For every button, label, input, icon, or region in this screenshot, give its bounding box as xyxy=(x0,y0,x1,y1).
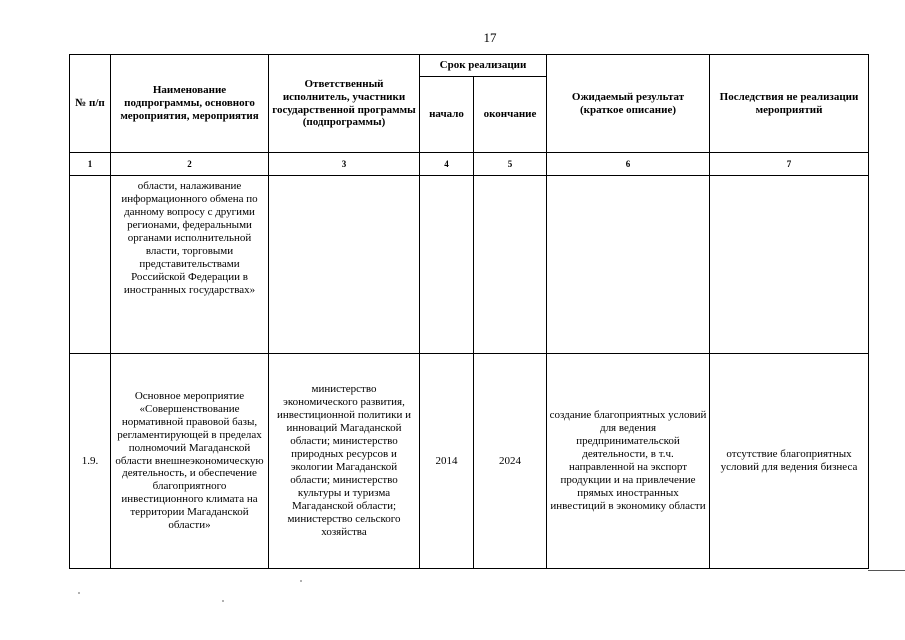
header-responsible: Ответственный исполнитель, участники государственной программы (подпрограммы) xyxy=(269,55,420,153)
column-number: 7 xyxy=(710,153,869,176)
row-num: 1.9. xyxy=(70,354,111,569)
row-consequences: отсутствие благоприятных условий для ведения бизнеса xyxy=(710,354,869,569)
page-rule xyxy=(868,570,905,571)
header-result: Ожидаемый результат (краткое описание) xyxy=(547,55,710,153)
row-result xyxy=(547,176,710,354)
header-start: начало xyxy=(420,77,474,153)
row-end xyxy=(474,176,547,354)
row-start: 2014 xyxy=(420,354,474,569)
row-result: создание благоприятных условий для ведения предпринимательской деятельности, в т.ч. направленной на экспорт продукции и на привлечение прямых иностранных инвестиций в экономику области xyxy=(547,354,710,569)
column-number: 2 xyxy=(111,153,269,176)
page-number: 17 xyxy=(483,30,497,45)
row-name: Основное мероприятие «Совершенствование нормативной правовой базы, регламентирующей в пределах полномочий Магаданской области внешнеэкономическую деятельность, и обеспечение благоприятного инвестиционного климата на территории Магаданской области» xyxy=(111,354,269,569)
row-consequences xyxy=(710,176,869,354)
header-name: Наименование подпрограммы, основного мероприятия, мероприятия xyxy=(111,55,269,153)
header-num: № п/п xyxy=(70,55,111,153)
column-number: 4 xyxy=(420,153,474,176)
scan-speck xyxy=(222,600,224,602)
row-name: области, налаживание информационного обмена по данному вопросу с другими регионами, федеральными органами исполнительной власти, торговыми представительствами Российской Федерации в иностранных государствах» xyxy=(111,176,269,354)
header-consequences: Последствия не реализации мероприятий xyxy=(710,55,869,153)
scan-speck xyxy=(300,580,302,582)
column-number-row xyxy=(70,153,869,176)
row-responsible: министерство экономического развития, инвестиционной политики и инноваций Магаданской области; министерство природных ресурсов и экологии Магаданской области; министерство культуры и туризма Магаданской области; министерство сельского хозяйства xyxy=(269,354,420,569)
row-num xyxy=(70,176,111,354)
row-end: 2024 xyxy=(474,354,547,569)
row-start xyxy=(420,176,474,354)
column-number: 1 xyxy=(70,153,111,176)
row-responsible xyxy=(269,176,420,354)
column-number: 6 xyxy=(547,153,710,176)
header-period: Срок реализации xyxy=(420,55,547,77)
table-row xyxy=(70,354,869,569)
scan-speck xyxy=(78,592,80,594)
table-row xyxy=(70,176,869,354)
column-number: 5 xyxy=(474,153,547,176)
column-number: 3 xyxy=(269,153,420,176)
program-table xyxy=(69,54,869,569)
header-end: окончание xyxy=(474,77,547,153)
